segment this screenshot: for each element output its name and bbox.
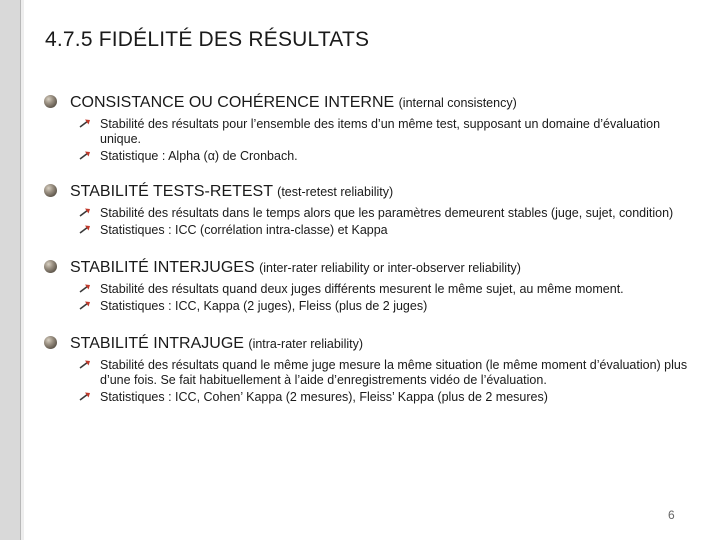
section-subheading: (internal consistency) <box>398 96 517 110</box>
page-number: 6 <box>668 508 675 522</box>
arrow-bullet-icon <box>78 149 100 163</box>
arrow-bullet-icon <box>78 223 100 237</box>
arrow-bullet-icon <box>78 206 100 220</box>
list-item: Stabilité des résultats quand deux juges différents mesurent le même sujet, au même moment. <box>78 282 694 297</box>
section-test-retest <box>44 183 694 238</box>
arrow-bullet-icon <box>78 299 100 313</box>
sphere-bullet-icon <box>44 336 57 349</box>
sphere-bullet-icon <box>44 260 57 273</box>
section-interjudge <box>44 259 694 314</box>
section-items <box>78 358 694 405</box>
list-item: Statistique : Alpha (α) de Cronbach. <box>78 149 694 164</box>
arrow-bullet-icon <box>78 117 100 131</box>
list-item: Stabilité des résultats quand le même juge mesure la même situation (le même moment d’évaluation) plus d’une fois. Se fait habituellement à l’aide d’enregistrements vidéo de l’évaluation. <box>78 358 694 388</box>
section-intrajudge <box>44 335 694 405</box>
list-item: Stabilité des résultats dans le temps alors que les paramètres demeurent stables (juge, sujet, condition) <box>78 206 694 221</box>
slide-content <box>44 94 694 426</box>
arrow-bullet-icon <box>78 358 100 372</box>
section-heading: STABILITÉ TESTS-RETEST (test-retest reliability) <box>70 183 394 200</box>
slide-title: 4.7.5 FIDÉLITÉ DES RÉSULTATS <box>45 28 370 51</box>
section-subheading: (inter-rater reliability or inter-observer reliability) <box>259 261 521 275</box>
sphere-bullet-icon <box>44 95 57 108</box>
list-item: Statistiques : ICC (corrélation intra-classe) et Kappa <box>78 223 694 238</box>
slide-left-bar <box>0 0 21 540</box>
section-subheading: (test-retest reliability) <box>277 185 394 199</box>
section-subheading: (intra-rater reliability) <box>248 337 364 351</box>
list-item: Stabilité des résultats pour l’ensemble des items d’un même test, supposant un domaine d’évaluation unique. <box>78 117 694 147</box>
arrow-bullet-icon <box>78 390 100 404</box>
section-heading-line <box>44 94 694 112</box>
section-items <box>78 117 694 164</box>
section-internal-consistency <box>44 94 694 164</box>
section-heading: STABILITÉ INTRAJUGE (intra-rater reliability) <box>70 335 364 352</box>
section-items <box>78 282 694 314</box>
section-heading: STABILITÉ INTERJUGES (inter-rater reliability or inter-observer reliability) <box>70 259 521 276</box>
section-heading-line <box>44 335 694 353</box>
section-heading-line <box>44 259 694 277</box>
list-item: Statistiques : ICC, Kappa (2 juges), Fleiss (plus de 2 juges) <box>78 299 694 314</box>
list-item: Statistiques : ICC, Cohen’ Kappa (2 mesures), Fleiss’ Kappa (plus de 2 mesures) <box>78 390 694 405</box>
section-items <box>78 206 694 238</box>
arrow-bullet-icon <box>78 282 100 296</box>
sphere-bullet-icon <box>44 184 57 197</box>
section-heading: CONSISTANCE OU COHÉRENCE INTERNE (internal consistency) <box>70 94 517 111</box>
section-heading-line <box>44 183 694 201</box>
